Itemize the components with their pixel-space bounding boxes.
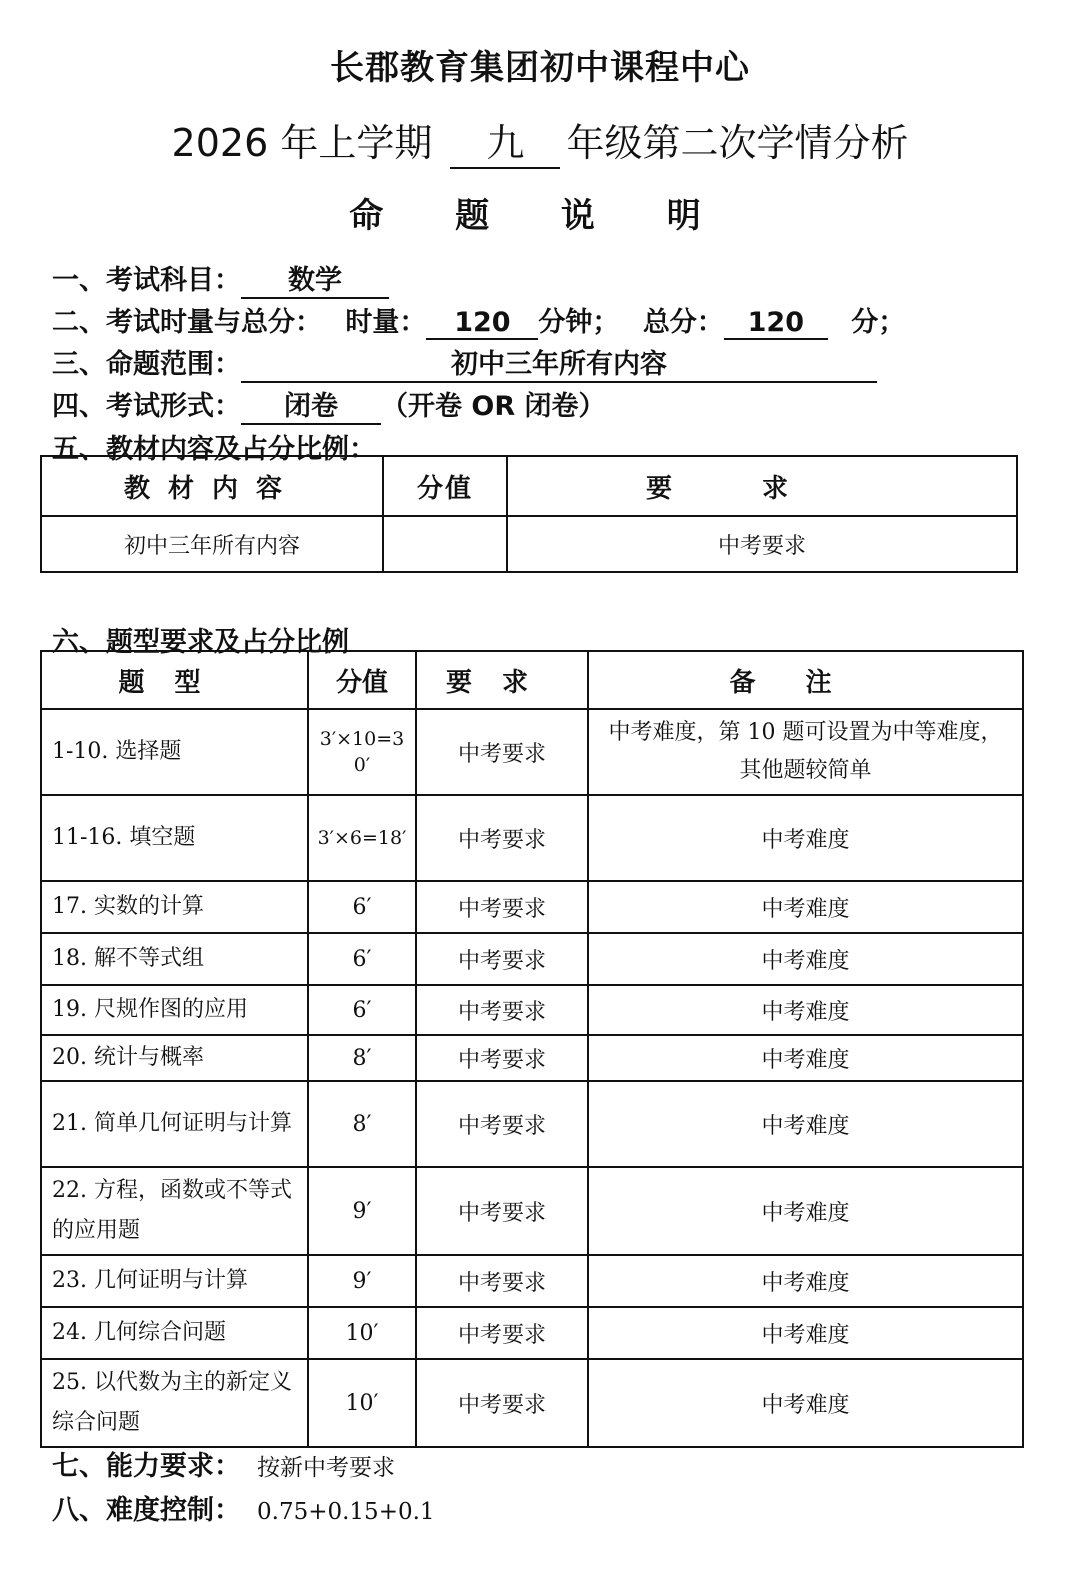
score-label: 总分： — [642, 307, 724, 338]
term: 2026 年上学期 — [171, 121, 433, 165]
score-value: 120 — [724, 307, 828, 340]
time-value: 120 — [426, 307, 538, 340]
t2-header-requirement: 要求 — [416, 651, 588, 709]
row-requirement: 中考要求 — [416, 933, 588, 985]
row-requirement: 中考要求 — [416, 1359, 588, 1447]
row-type: 20. 统计与概率 — [41, 1035, 308, 1081]
row-points: 8′ — [308, 1081, 416, 1167]
section-scope — [52, 342, 877, 383]
row-requirement: 中考要求 — [416, 1255, 588, 1307]
section-time-score — [52, 300, 905, 340]
row-note: 中考难度 — [588, 1035, 1023, 1081]
t1-requirement: 中考要求 — [507, 516, 1017, 572]
t2-header-note: 备注 — [588, 651, 1023, 709]
row-type: 17. 实数的计算 — [41, 881, 308, 933]
section-difficulty — [52, 1488, 435, 1527]
row-note: 中考难度 — [588, 985, 1023, 1035]
exam-title — [0, 112, 1080, 169]
subject-value: 数学 — [241, 258, 389, 299]
table-row — [41, 1167, 1023, 1255]
row-points: 6′ — [308, 985, 416, 1035]
row-points: 6′ — [308, 933, 416, 985]
row-type: 22. 方程，函数或不等式的应用题 — [41, 1167, 308, 1255]
table-row — [41, 1255, 1023, 1307]
row-points: 10′ — [308, 1359, 416, 1447]
section-ability — [52, 1444, 395, 1483]
row-type: 25. 以代数为主的新定义综合问题 — [41, 1359, 308, 1447]
question-type-table — [40, 650, 1024, 1448]
t2-header-type: 题型 — [41, 651, 308, 709]
table-row — [41, 709, 1023, 795]
table-row — [41, 1307, 1023, 1359]
table-row — [41, 985, 1023, 1035]
doc-title: 命 题 说 明 — [349, 196, 731, 236]
ability-value: 按新中考要求 — [257, 1455, 395, 1481]
row-points: 9′ — [308, 1167, 416, 1255]
t1-points — [383, 516, 507, 572]
section-type-label: 六、题型要求及占分比例 — [52, 627, 349, 658]
t1-header-requirement: 要求 — [507, 456, 1017, 516]
scope-value: 初中三年所有内容 — [241, 342, 877, 383]
row-type: 24. 几何综合问题 — [41, 1307, 308, 1359]
time-unit: 分钟； — [538, 307, 620, 338]
table-row — [41, 881, 1023, 933]
row-requirement: 中考要求 — [416, 1081, 588, 1167]
row-requirement: 中考要求 — [416, 1307, 588, 1359]
t1-header-points: 分值 — [383, 456, 507, 516]
difficulty-label: 八、难度控制： — [52, 1495, 241, 1526]
format-label: 四、考试形式： — [52, 391, 241, 422]
table-row — [41, 1359, 1023, 1447]
row-requirement: 中考要求 — [416, 795, 588, 881]
row-note: 中考难度 — [588, 1081, 1023, 1167]
time-label: 时量： — [345, 307, 427, 338]
row-type: 19. 尺规作图的应用 — [41, 985, 308, 1035]
row-note: 中考难度 — [588, 1359, 1023, 1447]
table-row — [41, 795, 1023, 881]
row-type: 1-10. 选择题 — [41, 709, 308, 795]
row-points: 9′ — [308, 1255, 416, 1307]
row-requirement: 中考要求 — [416, 709, 588, 795]
t2-header-points: 分值 — [308, 651, 416, 709]
score-unit: 分； — [851, 307, 906, 338]
row-note: 中考难度，第 10 题可设置为中等难度，其他题较简单 — [588, 709, 1023, 795]
org-title: 长郡教育集团初中课程中心 — [330, 48, 750, 88]
row-points: 6′ — [308, 881, 416, 933]
row-note: 中考难度 — [588, 795, 1023, 881]
row-requirement: 中考要求 — [416, 1035, 588, 1081]
row-type: 18. 解不等式组 — [41, 933, 308, 985]
difficulty-value: 0.75+0.15+0.1 — [257, 1499, 435, 1525]
table-row — [41, 1035, 1023, 1081]
row-type: 11-16. 填空题 — [41, 795, 308, 881]
t1-content: 初中三年所有内容 — [41, 516, 383, 572]
row-note: 中考难度 — [588, 933, 1023, 985]
row-points: 3′×10=30′ — [308, 709, 416, 795]
row-note: 中考难度 — [588, 1307, 1023, 1359]
row-points: 10′ — [308, 1307, 416, 1359]
format-value: 闭卷 — [241, 384, 381, 425]
row-points: 8′ — [308, 1035, 416, 1081]
row-type: 23. 几何证明与计算 — [41, 1255, 308, 1307]
grade: 九 — [450, 112, 560, 169]
row-note: 中考难度 — [588, 881, 1023, 933]
ability-label: 七、能力要求： — [52, 1451, 241, 1482]
subject-label: 一、考试科目： — [52, 265, 241, 296]
row-points: 3′×6=18′ — [308, 795, 416, 881]
exam-name: 年级第二次学情分析 — [566, 121, 909, 165]
row-requirement: 中考要求 — [416, 985, 588, 1035]
table-row — [41, 933, 1023, 985]
row-requirement: 中考要求 — [416, 881, 588, 933]
content-table — [40, 455, 1018, 573]
section-format — [52, 384, 606, 425]
table-row — [41, 1081, 1023, 1167]
row-note: 中考难度 — [588, 1255, 1023, 1307]
format-note: （开卷 OR 闭卷） — [381, 391, 606, 422]
row-note: 中考难度 — [588, 1167, 1023, 1255]
t1-header-content: 教材内容 — [41, 456, 383, 516]
row-type: 21. 简单几何证明与计算 — [41, 1081, 308, 1167]
section-subject — [52, 258, 389, 299]
row-requirement: 中考要求 — [416, 1167, 588, 1255]
scope-label: 三、命题范围： — [52, 349, 241, 380]
time-score-label: 二、考试时量与总分： — [52, 307, 322, 338]
section-content-label: 五、教材内容及占分比例： — [52, 434, 376, 465]
